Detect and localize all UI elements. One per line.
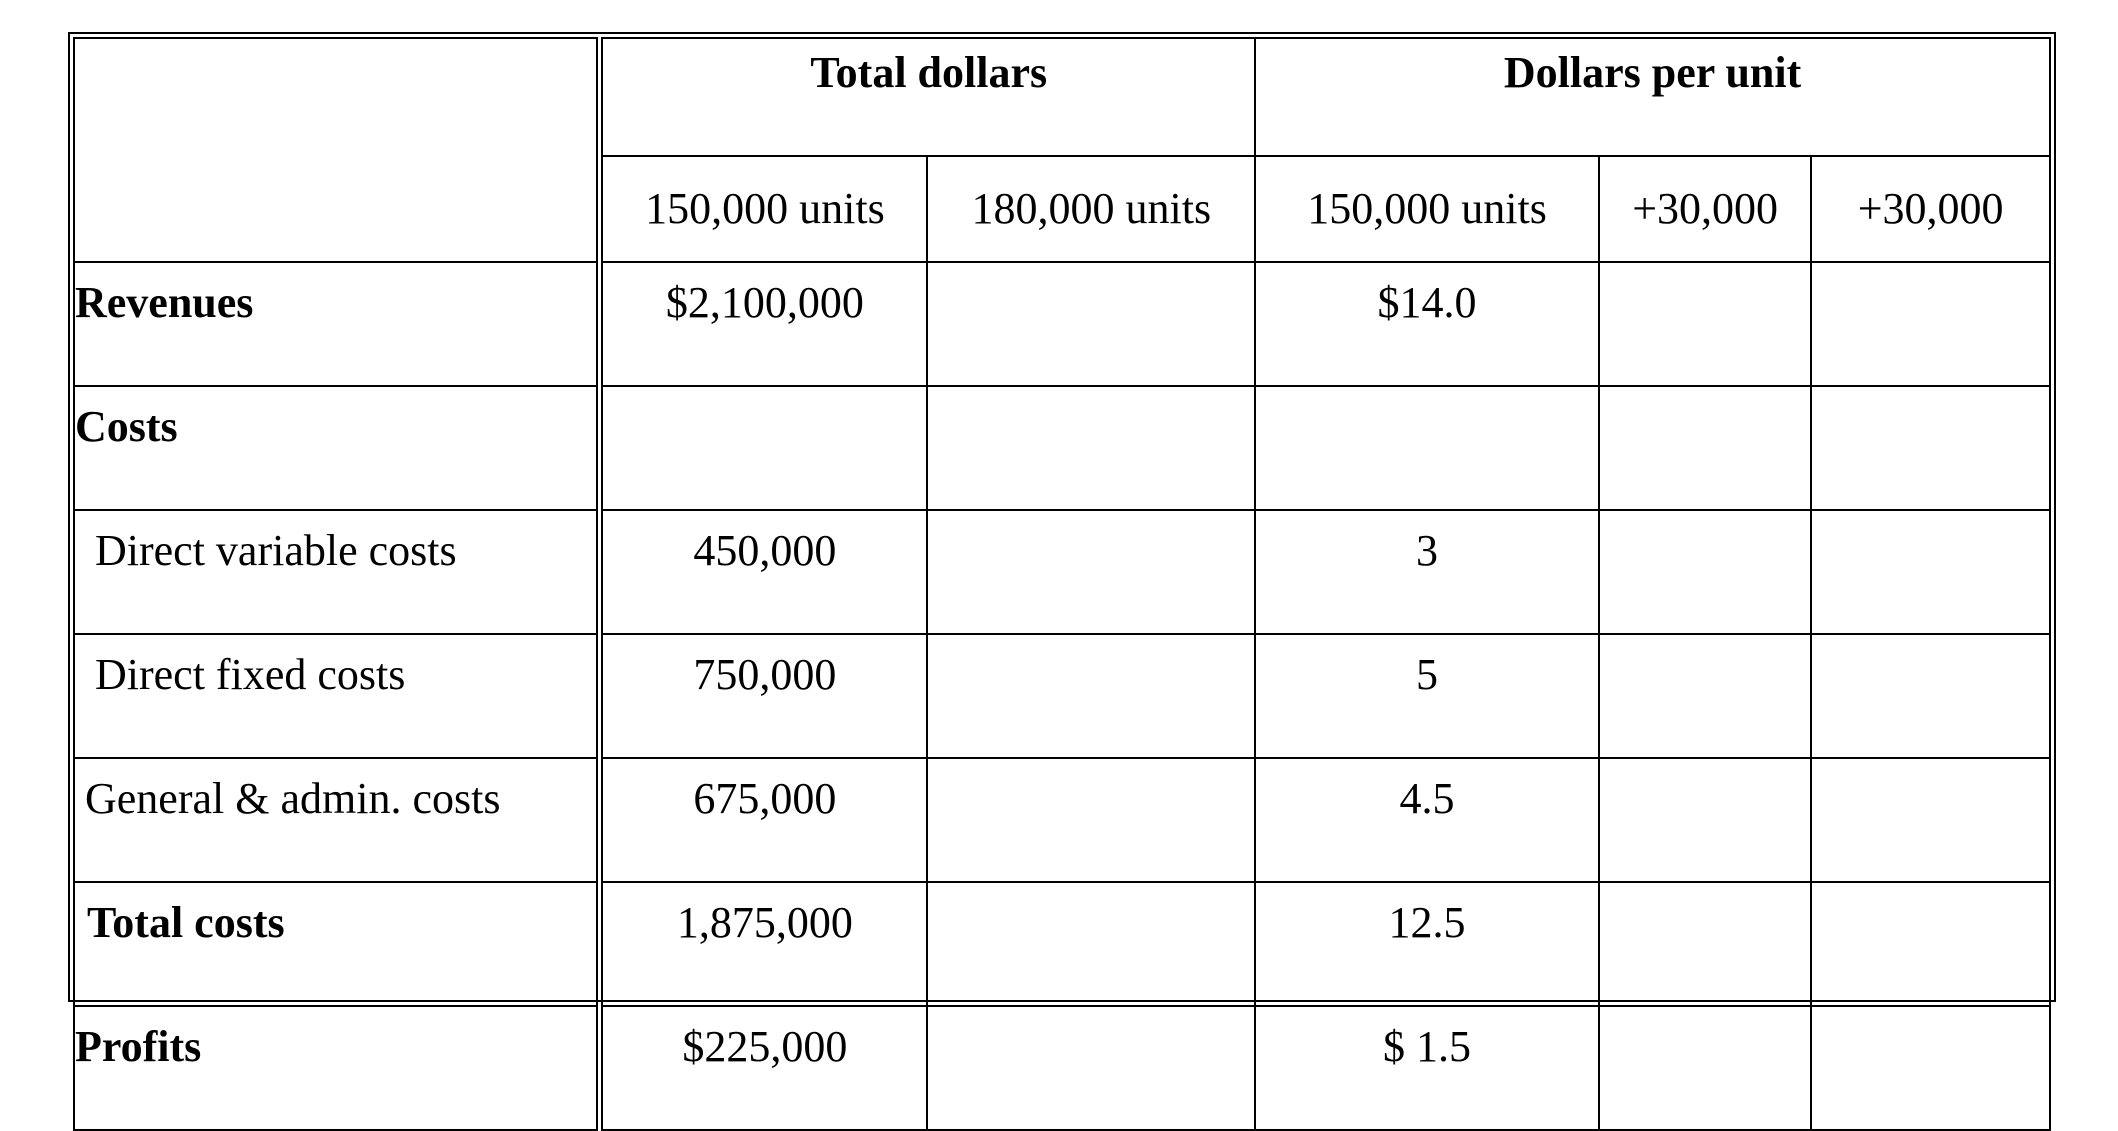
header-dollars-per-unit: Dollars per unit	[1255, 38, 2050, 156]
cost-table-frame	[68, 32, 2056, 1071]
column-header: +30,000	[1811, 156, 2050, 262]
column-header: 150,000 units	[600, 156, 928, 262]
column-header: 150,000 units	[1255, 156, 1599, 262]
cost-volume-table	[73, 37, 2051, 1131]
row-label: Total costs	[74, 882, 600, 1006]
row-general-admin-costs	[74, 758, 2050, 882]
table-cell	[1811, 386, 2050, 510]
table-cell	[1811, 882, 2050, 1006]
column-header: 180,000 units	[927, 156, 1255, 262]
table-cell	[927, 386, 1255, 510]
table-cell	[927, 882, 1255, 1006]
row-direct-fixed-costs	[74, 634, 2050, 758]
table-cell: $ 1.5	[1255, 1006, 1599, 1130]
column-header: +30,000	[1599, 156, 1811, 262]
table-cell	[1811, 262, 2050, 386]
row-label: Profits	[74, 1006, 600, 1130]
table-cell	[1599, 758, 1811, 882]
table-cell	[927, 510, 1255, 634]
table-cell: 450,000	[600, 510, 928, 634]
row-revenues	[74, 262, 2050, 386]
row-label: Direct fixed costs	[74, 634, 600, 758]
group-header-row	[74, 38, 2050, 156]
table-cell	[1255, 386, 1599, 510]
row-direct-variable-costs	[74, 510, 2050, 634]
table-cell	[1599, 882, 1811, 1006]
table-cell	[1811, 510, 2050, 634]
table-cell	[927, 758, 1255, 882]
table-cell	[1811, 1006, 2050, 1130]
row-label: Direct variable costs	[74, 510, 600, 634]
table-cell	[1599, 262, 1811, 386]
table-cell: 1,875,000	[600, 882, 928, 1006]
table-cell	[1599, 1006, 1811, 1130]
table-cell	[927, 262, 1255, 386]
table-cell: 4.5	[1255, 758, 1599, 882]
header-total-dollars: Total dollars	[600, 38, 1255, 156]
table-cell: $2,100,000	[600, 262, 928, 386]
table-cell	[1811, 758, 2050, 882]
table-cell: 675,000	[600, 758, 928, 882]
table-cell	[927, 634, 1255, 758]
table-cell: $14.0	[1255, 262, 1599, 386]
row-label: General & admin. costs	[74, 758, 600, 882]
row-label: Costs	[74, 386, 600, 510]
table-cell	[1599, 634, 1811, 758]
table-cell	[1811, 634, 2050, 758]
table-cell	[927, 1006, 1255, 1130]
row-costs	[74, 386, 2050, 510]
row-profits	[74, 1006, 2050, 1130]
table-cell: 750,000	[600, 634, 928, 758]
row-label: Revenues	[74, 262, 600, 386]
table-cell	[1599, 510, 1811, 634]
table-cell: $225,000	[600, 1006, 928, 1130]
row-total-costs	[74, 882, 2050, 1006]
table-cell: 12.5	[1255, 882, 1599, 1006]
table-cell: 5	[1255, 634, 1599, 758]
table-cell	[1599, 386, 1811, 510]
table-cell	[600, 386, 928, 510]
table-cell: 3	[1255, 510, 1599, 634]
empty-corner-cell	[74, 38, 600, 262]
